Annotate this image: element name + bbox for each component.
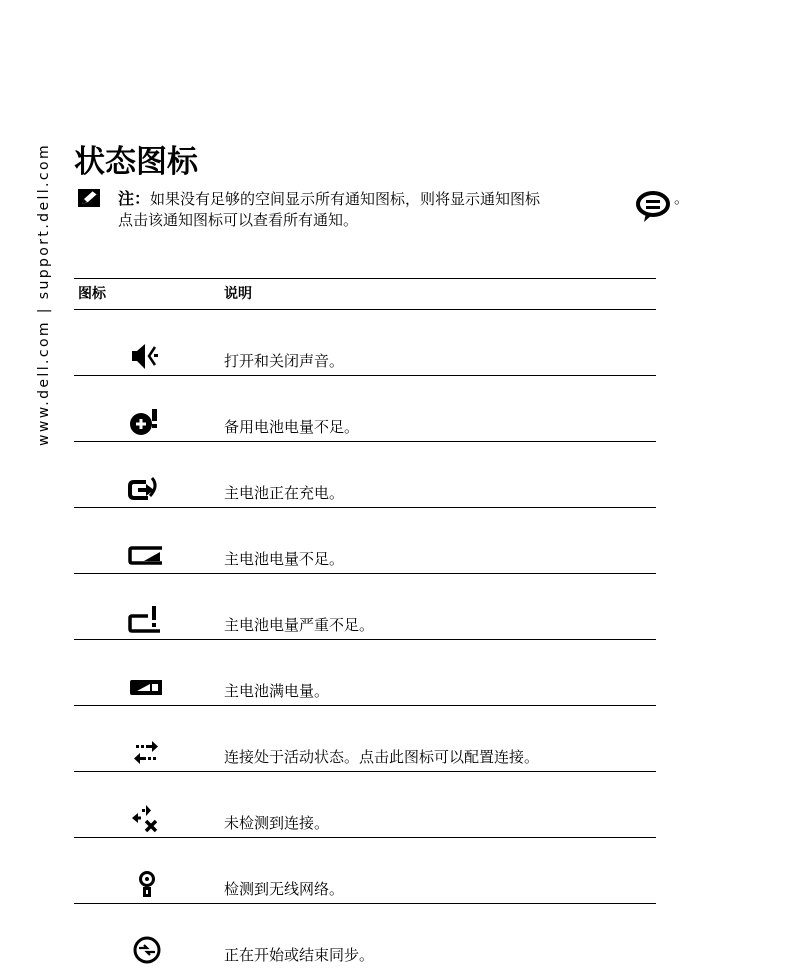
table-row: [74, 574, 656, 640]
row-desc: 备用电池电量不足。: [224, 418, 360, 436]
notification-bubble-icon: [636, 190, 672, 224]
table-row: [74, 640, 656, 706]
row-desc: 主电池电量不足。: [224, 550, 345, 568]
table-row: [74, 310, 656, 376]
battery-low-icon: [126, 540, 166, 570]
row-desc: 未检测到连接。: [224, 814, 330, 832]
row-desc: 打开和关闭声音。: [224, 352, 345, 370]
row-desc: 正在开始或结束同步。: [224, 946, 375, 964]
row-desc: 主电池正在充电。: [224, 484, 345, 502]
battery-critical-icon: [126, 606, 166, 636]
backup-battery-low-icon: [126, 408, 166, 438]
note-text: [118, 188, 678, 231]
no-connection-icon: [126, 804, 166, 834]
connection-active-icon: [126, 738, 166, 768]
note-label: 注：: [118, 189, 151, 208]
battery-full-icon: [126, 672, 166, 702]
sync-icon: [126, 936, 166, 966]
table-row: [74, 508, 656, 574]
pencil-note-icon: [78, 189, 100, 207]
table-row: [74, 706, 656, 772]
row-desc: 主电池满电量。: [224, 682, 330, 700]
table-row: [74, 376, 656, 442]
side-url: www.dell.com | support.dell.com: [36, 143, 52, 446]
table-row: [74, 838, 656, 904]
table-row: [74, 904, 656, 969]
header-icon: 图标: [78, 286, 106, 302]
status-icon-table: [74, 278, 656, 969]
page-title: 状态图标: [74, 144, 198, 180]
row-desc: 主电池电量严重不足。: [224, 616, 375, 634]
speaker-icon: [126, 342, 166, 372]
table-row: [74, 442, 656, 508]
battery-charging-icon: [126, 474, 166, 504]
table-header: [74, 278, 656, 310]
note-line2: 点击该通知图标可以查看所有通知。: [118, 211, 359, 229]
header-description: 说明: [224, 286, 252, 302]
row-desc: 连接处于活动状态。点击此图标可以配置连接。: [224, 748, 540, 766]
note-period: 。: [674, 189, 690, 207]
note-line1: 如果没有足够的空间显示所有通知图标，则将显示通知图标: [150, 190, 541, 208]
table-row: [74, 772, 656, 838]
row-desc: 检测到无线网络。: [224, 880, 345, 898]
wireless-network-icon: [126, 870, 166, 900]
